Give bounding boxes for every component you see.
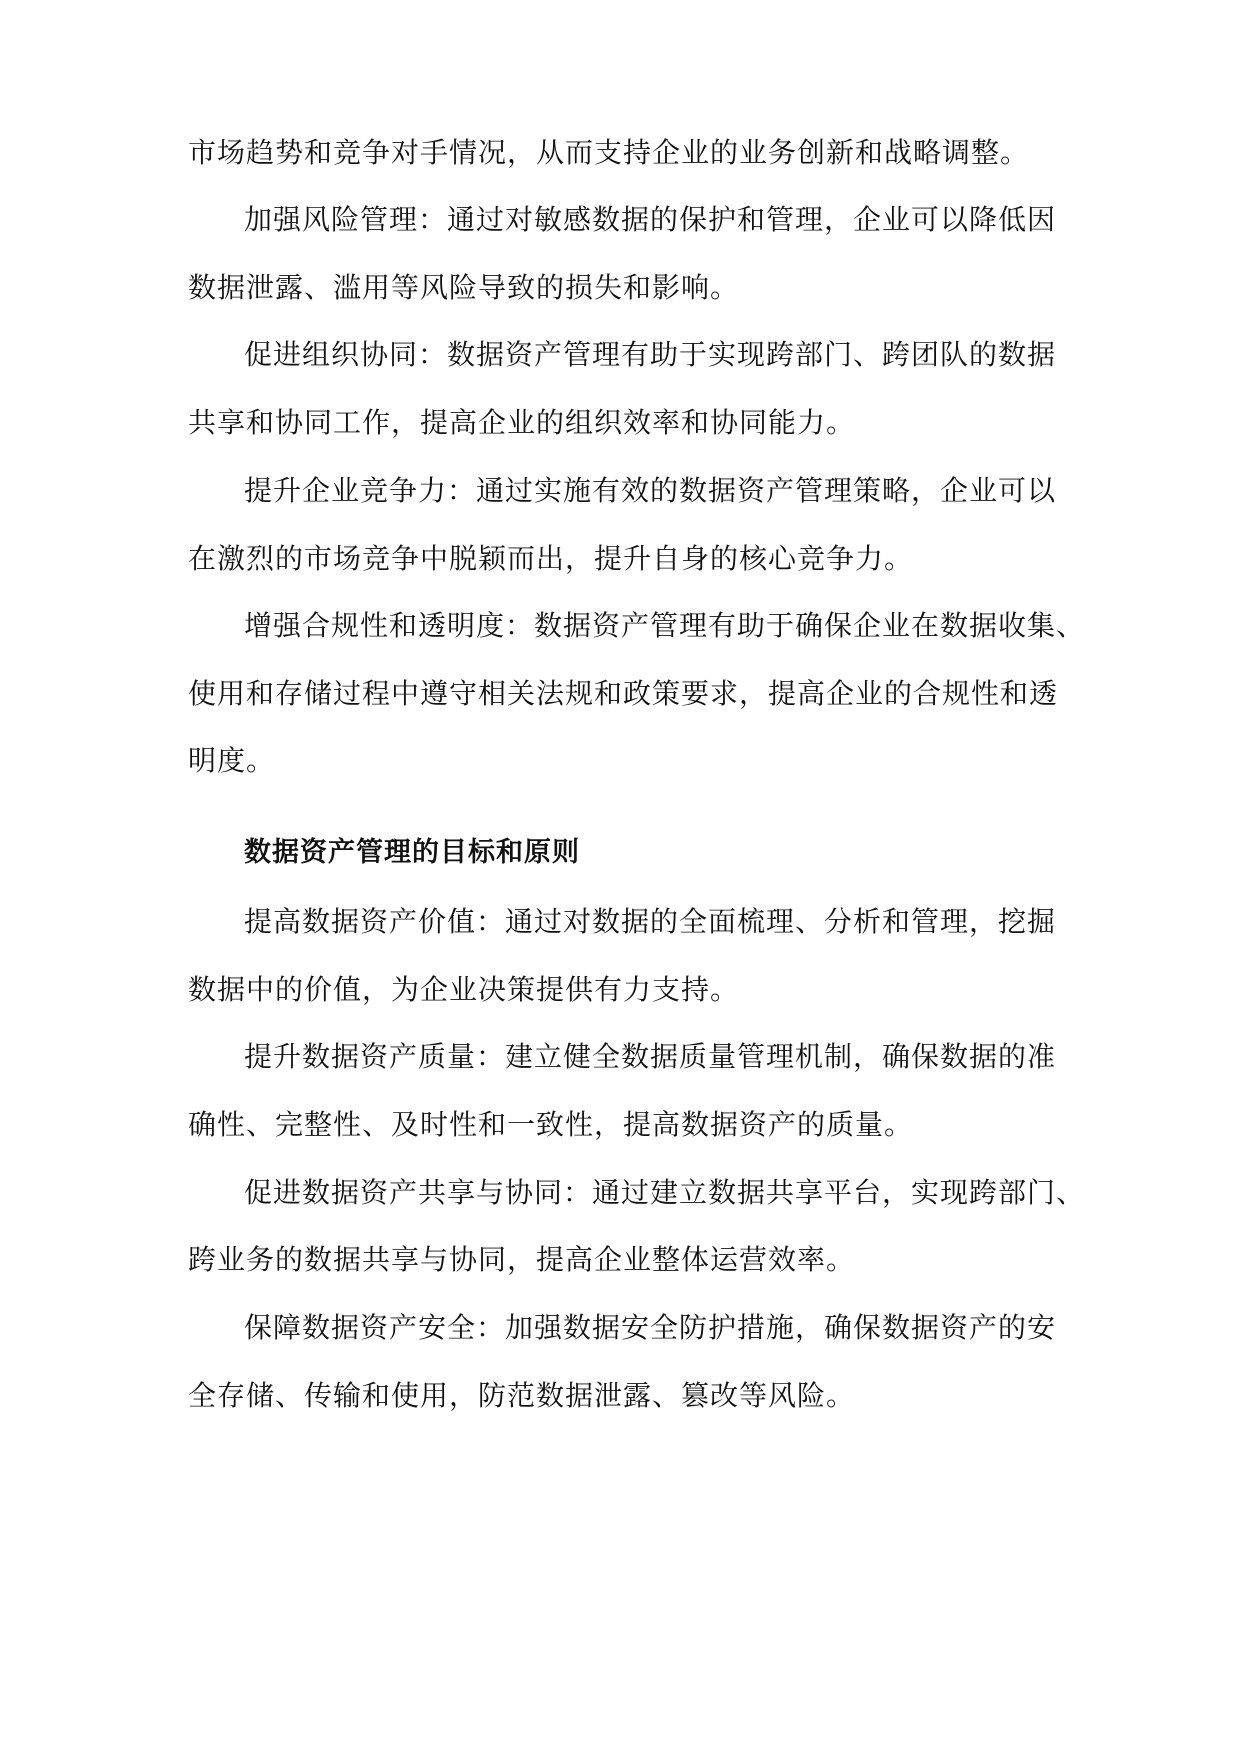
paragraph-line: 共享和协同工作，提高企业的组织效率和协同能力。 xyxy=(188,406,856,439)
paragraph-line: 提升企业竞争力：通过实施有效的数据资产管理策略，企业可以 xyxy=(244,474,1057,507)
paragraph-line: 数据泄露、滥用等风险导致的损失和影响。 xyxy=(188,271,740,304)
paragraph-line: 增强合规性和透明度：数据资产管理有助于确保企业在数据收集、 xyxy=(244,609,1086,642)
paragraph-line: 促进数据资产共享与协同：通过建立数据共享平台，实现跨部门、 xyxy=(244,1176,1086,1209)
paragraph-line: 促进组织协同：数据资产管理有助于实现跨部门、跨团队的数据 xyxy=(244,338,1057,371)
section-heading: 数据资产管理的目标和原则 xyxy=(244,837,580,868)
paragraph-line: 跨业务的数据共享与协同，提高企业整体运营效率。 xyxy=(188,1243,856,1276)
paragraph-line: 全存储、传输和使用，防范数据泄露、篡改等风险。 xyxy=(188,1379,856,1412)
paragraph-line: 在激烈的市场竞争中脱颖而出，提升自身的核心竞争力。 xyxy=(188,542,914,575)
paragraph-line: 确性、完整性、及时性和一致性，提高数据资产的质量。 xyxy=(188,1108,914,1141)
paragraph-line: 数据中的价值，为企业决策提供有力支持。 xyxy=(188,973,740,1006)
paragraph-line: 市场趋势和竞争对手情况，从而支持企业的业务创新和战略调整。 xyxy=(188,136,1030,169)
paragraph-line: 保障数据资产安全：加强数据安全防护措施，确保数据资产的安 xyxy=(244,1311,1057,1344)
paragraph-line: 提升数据资产质量：建立健全数据质量管理机制，确保数据的准 xyxy=(244,1040,1057,1073)
paragraph-line: 提高数据资产价值：通过对数据的全面梳理、分析和管理，挖掘 xyxy=(244,905,1057,938)
paragraph-line: 使用和存储过程中遵守相关法规和政策要求，提高企业的合规性和透 xyxy=(188,677,1059,710)
paragraph-line: 明度。 xyxy=(188,744,276,777)
paragraph-line: 加强风险管理：通过对敏感数据的保护和管理，企业可以降低因 xyxy=(244,203,1057,236)
